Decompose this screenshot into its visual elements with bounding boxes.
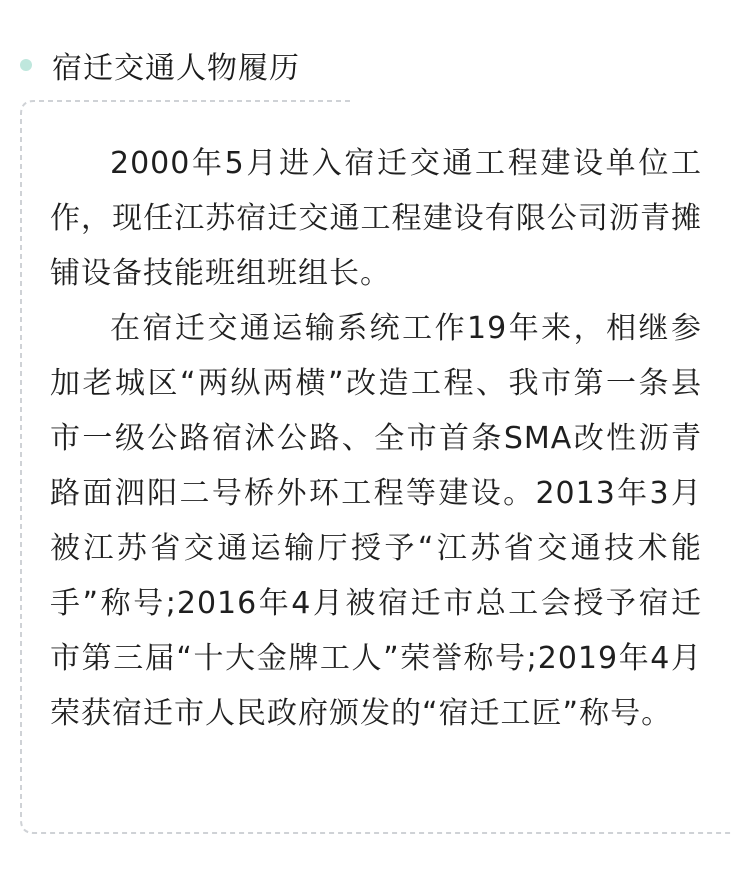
paragraph-achievements: 在宿迁交通运输系统工作19年来，相继参加老城区“两纵两横”改造工程、我市第一条县市一级公路宿沭公路、全市首条SMA改性沥青路面泗阳二号桥外环工程等建设。2013年3月被江苏省交通运输厅授予“江苏省交通技术能手”称号;2016年4月被宿迁市总工会授予宿迁市第三届“十大金牌工人”荣誉称号;2019年4月荣获宿迁市人民政府颁发的“宿迁工匠”称号。 [50,311,702,731]
biography-text [50,136,702,741]
paragraph-career: 2000年5月进入宿迁交通工程建设单位工作，现任江苏宿迁交通工程建设有限公司沥青摊铺设备技能班组班组长。 [50,146,702,291]
section-header [20,40,300,90]
content-card [20,100,732,834]
bullet-dot-icon [20,59,32,71]
section-title: 宿迁交通人物履历 [52,51,300,86]
